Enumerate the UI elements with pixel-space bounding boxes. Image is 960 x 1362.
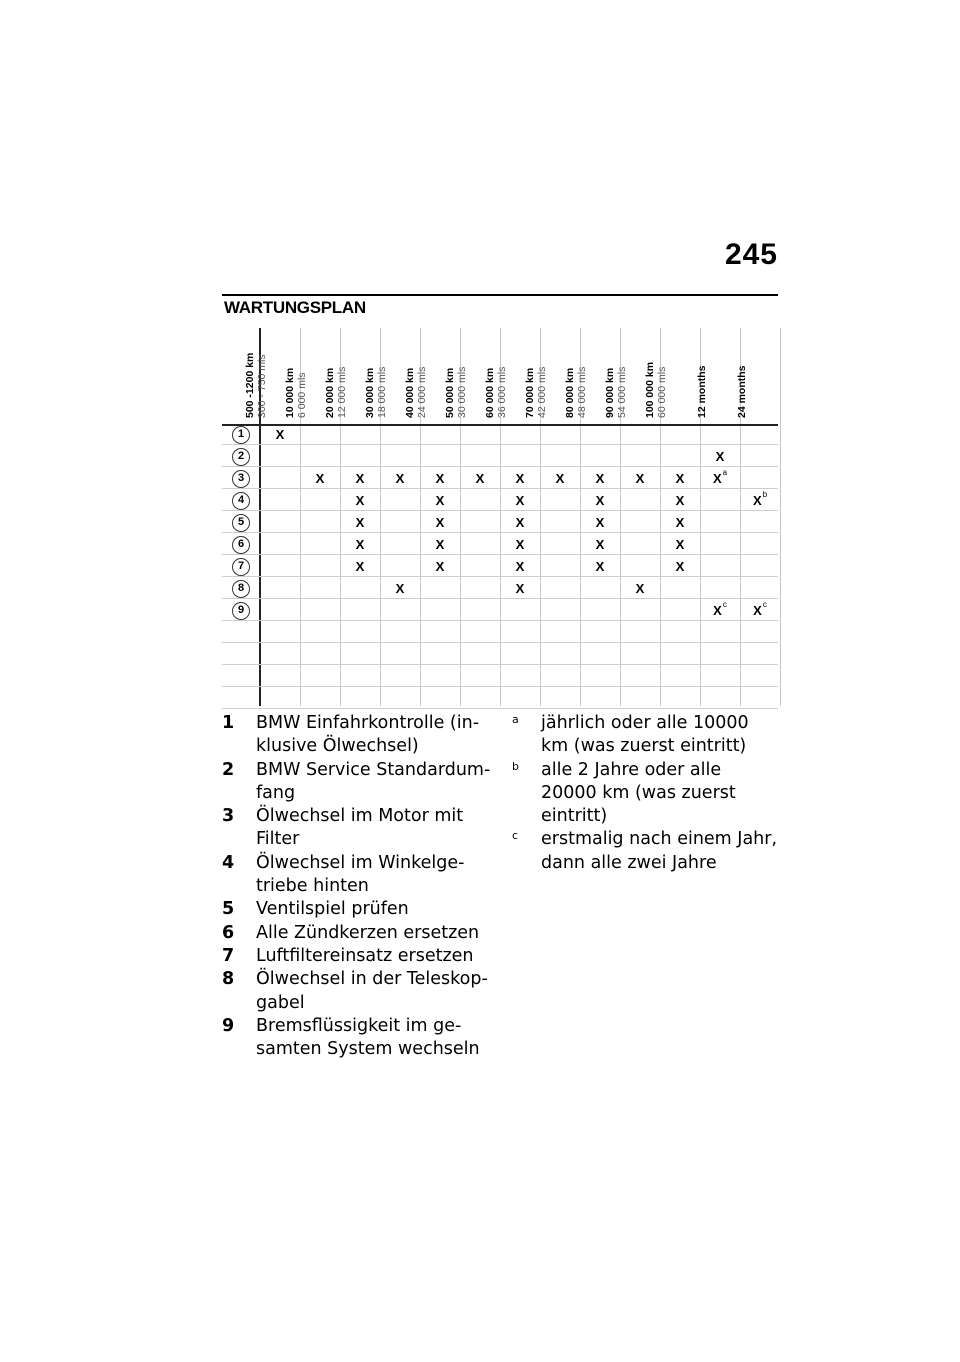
legend-number: 7	[222, 945, 235, 966]
legend-number: 1	[222, 713, 235, 733]
mark-x: X	[515, 559, 525, 574]
column-header-miles: 54 000 mls	[616, 366, 628, 418]
table-row-mark	[420, 534, 460, 556]
table-hline	[222, 466, 778, 467]
legend-number: 5	[222, 899, 235, 920]
column-header-miles: 12 000 mls	[336, 366, 348, 418]
mark-x: X	[355, 515, 365, 530]
table-row-mark	[260, 424, 300, 446]
mark-x: X	[635, 581, 645, 596]
mark-x: X	[595, 537, 605, 552]
legend-text: Ölwechsel im Motor mit Filter	[256, 806, 464, 850]
mark-x: X	[595, 515, 605, 530]
column-header-label: 24 months	[736, 365, 748, 418]
mark-x: X	[753, 603, 762, 618]
row-number: 4	[232, 492, 250, 510]
mark-x: X	[435, 515, 445, 530]
legend-number: 6	[222, 922, 235, 943]
table-row-mark	[500, 468, 540, 490]
footnote-text: alle 2 Jahre oder alle 20000 km (was zuerst eintritt)	[541, 759, 736, 827]
table-row-mark	[420, 512, 460, 534]
legend-number: 2	[222, 759, 235, 780]
table-hline	[222, 444, 778, 445]
mark-x: X	[275, 427, 285, 442]
legend-text: Ölwechsel in der Teleskopgabel	[256, 969, 488, 1013]
mark-x: X	[675, 559, 685, 574]
legend-item	[222, 1015, 492, 1062]
row-number: 3	[232, 470, 250, 488]
table-row-mark	[340, 534, 380, 556]
table-row-mark	[420, 556, 460, 578]
column-header-miles: 6 000 mls	[296, 372, 308, 418]
footnote	[512, 759, 780, 829]
table-vline	[780, 328, 781, 706]
legend-item	[222, 759, 492, 806]
row-number: 8	[232, 580, 250, 598]
mark-x: X	[515, 515, 525, 530]
header-rule	[222, 294, 778, 296]
legend-number: 3	[222, 806, 235, 827]
footnote-letter: a	[512, 713, 519, 726]
column-header-miles: 48 000 mls	[576, 366, 588, 418]
mark-x: X	[395, 581, 405, 596]
footnote	[512, 828, 780, 875]
table-row-mark	[740, 490, 780, 512]
table-row-mark	[620, 468, 660, 490]
mark-footnote-ref: c	[762, 600, 767, 609]
table-row-mark	[700, 446, 740, 468]
table-row-mark	[580, 556, 620, 578]
table-row-mark	[660, 534, 700, 556]
table-row-mark	[700, 600, 740, 622]
column-header-km: 70 000 km	[524, 367, 536, 418]
mark-x: X	[515, 537, 525, 552]
table-row-mark	[540, 468, 580, 490]
table-row-mark	[580, 512, 620, 534]
table-hline	[222, 664, 778, 665]
footnote-text: erstmalig nach einem Jahr, dann alle zwei Jahre	[541, 829, 778, 873]
mark-x: X	[675, 493, 685, 508]
legend	[222, 712, 492, 1061]
row-number: 1	[232, 426, 250, 444]
mark-x: X	[435, 493, 445, 508]
mark-x: X	[435, 559, 445, 574]
column-header-miles: 30 000 mls	[456, 366, 468, 418]
mark-x: X	[712, 471, 722, 486]
column-header-km: 100 000 km	[644, 361, 656, 418]
column-header-km: 40 000 km	[404, 367, 416, 418]
mark-x: X	[675, 471, 685, 486]
table-row-mark	[420, 490, 460, 512]
legend-text: BMW Service Standardumfang	[256, 759, 491, 803]
table-row-mark	[580, 490, 620, 512]
table-row-mark	[340, 512, 380, 534]
table-row-mark	[660, 468, 700, 490]
column-header-label: 12 months	[696, 365, 708, 418]
column-header-miles: 18 000 mls	[376, 366, 388, 418]
table-row-mark	[580, 468, 620, 490]
mark-x: X	[515, 493, 525, 508]
table-row-mark	[660, 490, 700, 512]
table-header-rule	[222, 424, 778, 426]
column-header-miles: 24 000 mls	[416, 366, 428, 418]
mark-x: X	[355, 559, 365, 574]
legend-item	[222, 852, 492, 899]
column-header-miles: 60 000 mls	[656, 366, 668, 418]
table-row-mark	[500, 534, 540, 556]
mark-x: X	[715, 449, 725, 464]
legend-number: 9	[222, 1015, 235, 1036]
column-header-km: 80 000 km	[564, 367, 576, 418]
mark-footnote-ref: a	[722, 468, 728, 477]
legend-item	[222, 712, 492, 759]
mark-footnote-ref: b	[762, 490, 768, 499]
table-row-mark	[500, 556, 540, 578]
column-header-km: 20 000 km	[324, 367, 336, 418]
table-row-mark	[700, 468, 740, 490]
mark-x: X	[675, 515, 685, 530]
table-row-mark	[660, 512, 700, 534]
mark-x: X	[595, 559, 605, 574]
footnote	[512, 712, 780, 759]
table-row-mark	[380, 468, 420, 490]
legend-text: Alle Zündkerzen ersetzen	[256, 922, 480, 943]
mark-x: X	[355, 471, 365, 486]
column-header	[736, 328, 780, 424]
mark-x: X	[752, 493, 762, 508]
table-row-mark	[340, 490, 380, 512]
mark-x: X	[675, 537, 685, 552]
column-header-km: 60 000 km	[484, 367, 496, 418]
column-header-km: 500 -1200 km	[244, 352, 256, 418]
footnote-letter: b	[512, 759, 519, 773]
mark-footnote-ref: c	[722, 600, 727, 609]
mark-x: X	[595, 493, 605, 508]
mark-x: X	[355, 493, 365, 508]
table-row-mark	[340, 556, 380, 578]
row-number: 5	[232, 514, 250, 532]
column-header-miles: 42 000 mls	[536, 366, 548, 418]
page-number: 245	[724, 238, 778, 271]
row-number: 9	[232, 602, 250, 620]
footnotes	[512, 712, 780, 875]
table-row-mark	[380, 578, 420, 600]
mark-x: X	[435, 537, 445, 552]
row-number: 6	[232, 536, 250, 554]
table-hline	[222, 686, 778, 687]
legend-item	[222, 898, 492, 921]
row-number: 2	[232, 448, 250, 466]
table-row-mark	[300, 468, 340, 490]
legend-item	[222, 805, 492, 852]
table-hline	[222, 620, 778, 621]
column-header-miles: 300 - 750 mls	[256, 354, 268, 418]
table-row-mark	[420, 468, 460, 490]
legend-item	[222, 945, 492, 968]
table-hline	[222, 708, 778, 709]
legend-number: 4	[222, 852, 235, 873]
table-row-mark	[740, 600, 780, 622]
legend-item	[222, 922, 492, 945]
column-header-miles: 36 000 mls	[496, 366, 508, 418]
table-hline	[222, 642, 778, 643]
mark-x: X	[555, 471, 565, 486]
table-row-mark	[500, 512, 540, 534]
column-header-km: 10 000 km	[284, 367, 296, 418]
legend-text: Ölwechsel im Winkelgetriebe hinten	[256, 852, 465, 897]
footnote-text: jährlich oder alle 10000 km (was zuerst eintritt)	[541, 713, 749, 757]
table-row-mark	[620, 578, 660, 600]
legend-number: 8	[222, 969, 235, 990]
mark-x: X	[713, 603, 722, 618]
legend-item	[222, 968, 492, 1015]
legend-text: Luftfiltereinsatz ersetzen	[256, 945, 474, 966]
table-row-mark	[340, 468, 380, 490]
footnote-letter: c	[512, 829, 519, 843]
mark-x: X	[595, 471, 605, 486]
column-header-km: 30 000 km	[364, 367, 376, 418]
table-row-mark	[660, 556, 700, 578]
legend-text: Bremsflüssigkeit im gesamten System wechseln	[256, 1015, 480, 1060]
mark-x: X	[355, 537, 365, 552]
mark-x: X	[435, 471, 445, 486]
mark-x: X	[475, 471, 485, 486]
table-row-mark	[500, 578, 540, 600]
legend-text: BMW Einfahrkontrolle (inklusive Ölwechsel)	[256, 713, 480, 757]
section-title: WARTUNGSPLAN	[224, 298, 366, 317]
row-number: 7	[232, 558, 250, 576]
mark-x: X	[515, 581, 525, 596]
mark-x: X	[635, 471, 645, 486]
legend-text: Ventilspiel prüfen	[256, 899, 409, 920]
column-header-km: 90 000 km	[604, 367, 616, 418]
table-row-mark	[500, 490, 540, 512]
table-row-mark	[580, 534, 620, 556]
column-header-km: 50 000 km	[444, 367, 456, 418]
maintenance-table	[222, 328, 778, 706]
mark-x: X	[315, 471, 325, 486]
table-row-mark	[460, 468, 500, 490]
mark-x: X	[515, 471, 525, 486]
mark-x: X	[395, 471, 405, 486]
